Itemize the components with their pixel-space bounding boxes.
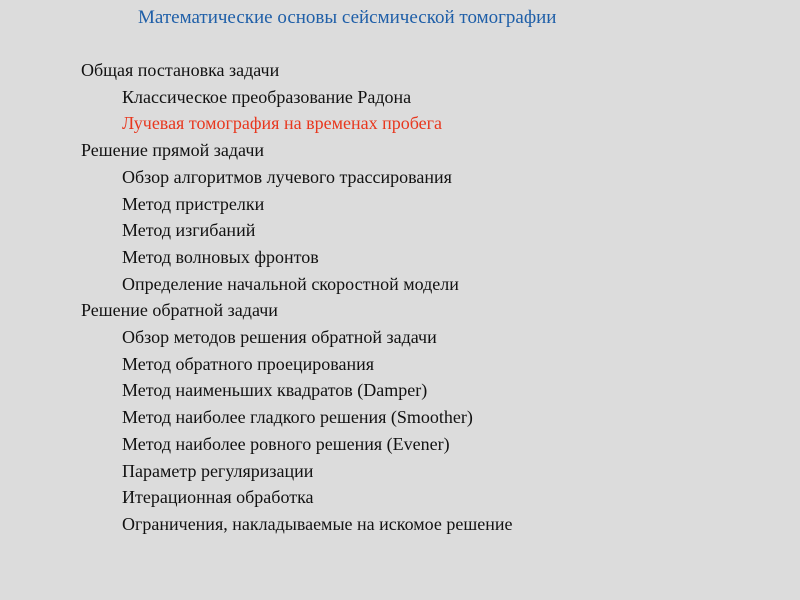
outline-item-highlighted: Лучевая томография на временах пробега xyxy=(122,113,442,134)
outline-item: Метод наиболее ровного решения (Evener) xyxy=(122,433,450,454)
outline-item: Метод пристрелки xyxy=(122,193,265,214)
outline-item: Метод обратного проецирования xyxy=(122,353,375,374)
outline-item: Решение обратной задачи xyxy=(81,300,278,321)
outline-item: Метод наиболее гладкого решения (Smoother) xyxy=(122,407,473,428)
outline-item: Решение прямой задачи xyxy=(81,140,265,161)
outline-item: Обзор методов решения обратной задачи xyxy=(122,327,437,348)
outline-list xyxy=(81,57,512,538)
outline-item: Итерационная обработка xyxy=(122,487,314,508)
outline-item: Параметр регуляризации xyxy=(122,460,314,481)
outline-item: Определение начальной скоростной модели xyxy=(122,273,459,294)
outline-item: Обзор алгоритмов лучевого трассирования xyxy=(122,166,452,187)
outline-item: Метод изгибаний xyxy=(122,220,256,241)
outline-item: Метод волновых фронтов xyxy=(122,246,319,267)
outline-item: Общая постановка задачи xyxy=(81,60,280,80)
outline-item: Ограничения, накладываемые на искомое решение xyxy=(122,513,513,534)
outline-item: Метод наименьших квадратов (Damper) xyxy=(122,380,428,401)
slide-title: Математические основы сейсмической томографии xyxy=(138,7,557,28)
outline-item: Классическое преобразование Радона xyxy=(122,86,412,107)
